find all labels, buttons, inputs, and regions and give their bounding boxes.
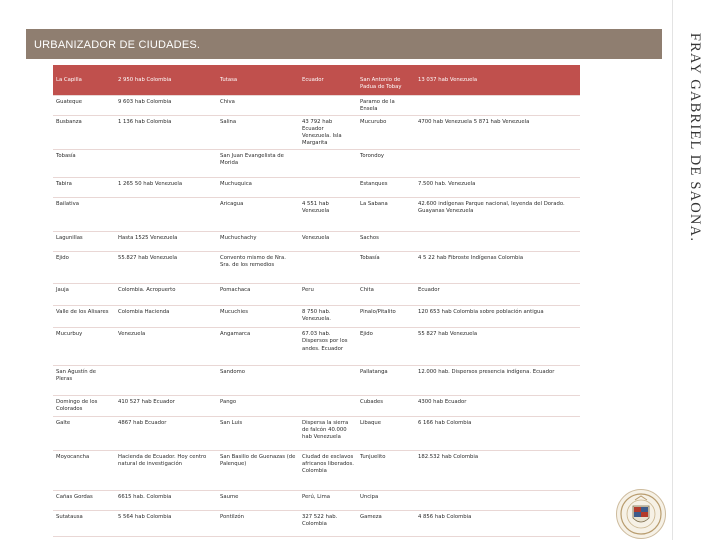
population-cell-2	[299, 178, 357, 198]
population-cell-2	[299, 252, 357, 284]
population-cell-2	[299, 396, 357, 416]
city-cell-2: San Juan Evangelista de Morida	[217, 150, 299, 178]
city-cell: Jauja	[53, 284, 115, 306]
city-cell: La Capilla	[53, 65, 115, 95]
city-cell-2: Pomachaca	[217, 284, 299, 306]
population-cell-3	[415, 490, 580, 510]
population-cell-3: 120 653 hab Colombia sobre población antigua	[415, 306, 580, 328]
cities-table-body	[53, 65, 580, 536]
city-cell-3: San Antonio de Padua de Tobay	[357, 65, 415, 95]
population-cell-3: 6 166 hab Colombia	[415, 416, 580, 450]
population-cell: 4867 hab Ecuador	[115, 416, 217, 450]
table-row	[53, 416, 580, 450]
population-cell-3: 4 5 22 hab Fibroste Indígenas Colombia	[415, 252, 580, 284]
city-cell-3: Tobasía	[357, 252, 415, 284]
population-cell: Venezuela	[115, 328, 217, 366]
city-cell: Busbanza	[53, 115, 115, 150]
population-cell-3: 4300 hab Ecuador	[415, 396, 580, 416]
city-cell-3: Ejido	[357, 328, 415, 366]
population-cell-2: 67.03 hab. Dispersos por los andes. Ecuador	[299, 328, 357, 366]
population-cell: 1 265 50 hab Venezuela	[115, 178, 217, 198]
cities-table-container	[53, 65, 580, 540]
city-cell-2: Angamarca	[217, 328, 299, 366]
city-cell-2: Pontilzón	[217, 510, 299, 536]
city-cell: Ejido	[53, 252, 115, 284]
city-cell: Bailativa	[53, 198, 115, 232]
city-cell-2: Aricagua	[217, 198, 299, 232]
population-cell: 55.827 hab Venezuela	[115, 252, 217, 284]
table-row	[53, 150, 580, 178]
city-cell-3: Uncipa	[357, 490, 415, 510]
population-cell: 1 136 hab Colombia	[115, 115, 217, 150]
table-row	[53, 396, 580, 416]
city-cell: Mucurbuy	[53, 328, 115, 366]
city-cell-2: San Luis	[217, 416, 299, 450]
table-row	[53, 95, 580, 115]
table-row	[53, 306, 580, 328]
population-cell-3: Ecuador	[415, 284, 580, 306]
city-cell-2: Saume	[217, 490, 299, 510]
population-cell-2: Ecuador	[299, 65, 357, 95]
population-cell-2	[299, 366, 357, 396]
city-cell: Cañas Gordas	[53, 490, 115, 510]
population-cell-3: 42.600 indígenas Parque nacional, leyenda del Dorado. Guayanas Venezuela	[415, 198, 580, 232]
population-cell	[115, 366, 217, 396]
city-cell-2: San Basilio de Guenazas (de Palenque)	[217, 450, 299, 490]
city-cell-3: La Sabana	[357, 198, 415, 232]
population-cell-3: 12.000 hab. Dispersos presencia indígena. Ecuador	[415, 366, 580, 396]
table-row	[53, 510, 580, 536]
population-cell: Hacienda de Ecuador. Hoy centro natural de investigación	[115, 450, 217, 490]
population-cell: Colombia Hacienda	[115, 306, 217, 328]
city-cell-2: Sandomo	[217, 366, 299, 396]
city-cell-3: Pinalo/Pitalito	[357, 306, 415, 328]
page-title-bar	[26, 29, 662, 59]
population-cell-2	[299, 150, 357, 178]
population-cell-3: 7.500 hab. Venezuela	[415, 178, 580, 198]
city-cell-3: Pallatanga	[357, 366, 415, 396]
seal-graphic	[619, 492, 663, 536]
population-cell-3	[415, 150, 580, 178]
side-title: FRAY GABRIEL DE SAONA.	[687, 32, 704, 242]
city-cell-2: Muchuchachy	[217, 232, 299, 252]
population-cell-3: 4 856 hab Colombia	[415, 510, 580, 536]
table-row	[53, 490, 580, 510]
table-row	[53, 284, 580, 306]
table-row	[53, 450, 580, 490]
city-cell-2: Tutasa	[217, 65, 299, 95]
population-cell	[115, 198, 217, 232]
page-title: URBANIZADOR DE CIUDADES.	[34, 39, 201, 51]
population-cell: 410 527 hab Ecuador	[115, 396, 217, 416]
population-cell: 5 564 hab Colombia	[115, 510, 217, 536]
population-cell: Hasta 1525 Venezuela	[115, 232, 217, 252]
table-row	[53, 232, 580, 252]
city-cell-3: Mucurubo	[357, 115, 415, 150]
population-cell-2: Ciudad de esclavos africanos liberados. Colombia	[299, 450, 357, 490]
city-cell-3: Tunjuelito	[357, 450, 415, 490]
population-cell-3: 182.532 hab Colombia	[415, 450, 580, 490]
city-cell-3: Gameza	[357, 510, 415, 536]
city-cell: Domingo de los Colorados	[53, 396, 115, 416]
university-seal-icon	[616, 489, 666, 539]
table-row	[53, 198, 580, 232]
city-cell: Guateque	[53, 95, 115, 115]
population-cell-2: 8 750 hab. Venezuela.	[299, 306, 357, 328]
population-cell-2	[299, 95, 357, 115]
table-row	[53, 252, 580, 284]
city-cell: Galte	[53, 416, 115, 450]
city-cell-3: Estanques	[357, 178, 415, 198]
population-cell-3	[415, 232, 580, 252]
city-cell: Tobasía	[53, 150, 115, 178]
city-cell-3: Cubades	[357, 396, 415, 416]
population-cell: 9 603 hab Colombia	[115, 95, 217, 115]
city-cell: San Agustín de Pleras	[53, 366, 115, 396]
city-cell-2: Mucuchies	[217, 306, 299, 328]
population-cell: Colombia. Acropuerto	[115, 284, 217, 306]
city-cell-3: Paramo de la Ensela	[357, 95, 415, 115]
city-cell: Tabira	[53, 178, 115, 198]
population-cell	[115, 150, 217, 178]
city-cell: Sutatausa	[53, 510, 115, 536]
table-header-row	[53, 65, 580, 95]
table-row	[53, 366, 580, 396]
city-cell: Moyocancha	[53, 450, 115, 490]
population-cell-2: Perú, Lima	[299, 490, 357, 510]
population-cell: 2 950 hab Colombia	[115, 65, 217, 95]
city-cell: Valle de los Alisares	[53, 306, 115, 328]
cities-table	[53, 65, 580, 537]
city-cell-3: Torondoy	[357, 150, 415, 178]
population-cell-2: 43 792 hab Ecuador Venezuela. Isla Margarita	[299, 115, 357, 150]
population-cell-3: 13 037 hab Venezuela	[415, 65, 580, 95]
city-cell-2: Pango	[217, 396, 299, 416]
population-cell: 6615 hab. Colombia	[115, 490, 217, 510]
population-cell-2: Dispersa la sierra de falcón 40.000 hab Venezuela	[299, 416, 357, 450]
population-cell-2: 327 522 hab. Colombia	[299, 510, 357, 536]
table-row	[53, 328, 580, 366]
city-cell-3: Sachos	[357, 232, 415, 252]
table-row	[53, 178, 580, 198]
city-cell-2: Convento mismo de Nra. Sra. de los remedios	[217, 252, 299, 284]
population-cell-2: Venezuela	[299, 232, 357, 252]
city-cell-2: Chiva	[217, 95, 299, 115]
table-row	[53, 115, 580, 150]
city-cell-2: Salina	[217, 115, 299, 150]
population-cell-2: Peru	[299, 284, 357, 306]
population-cell-2: 4 551 hab Venezuela	[299, 198, 357, 232]
population-cell-3: 55 827 hab Venezuela	[415, 328, 580, 366]
population-cell-3: 4700 hab Venezuela 5 871 hab Venezuela	[415, 115, 580, 150]
city-cell-3: Libaque	[357, 416, 415, 450]
side-title-block	[671, 26, 719, 248]
city-cell: Lagunillas	[53, 232, 115, 252]
city-cell-2: Muchuquica	[217, 178, 299, 198]
city-cell-3: Chita	[357, 284, 415, 306]
population-cell-3	[415, 95, 580, 115]
